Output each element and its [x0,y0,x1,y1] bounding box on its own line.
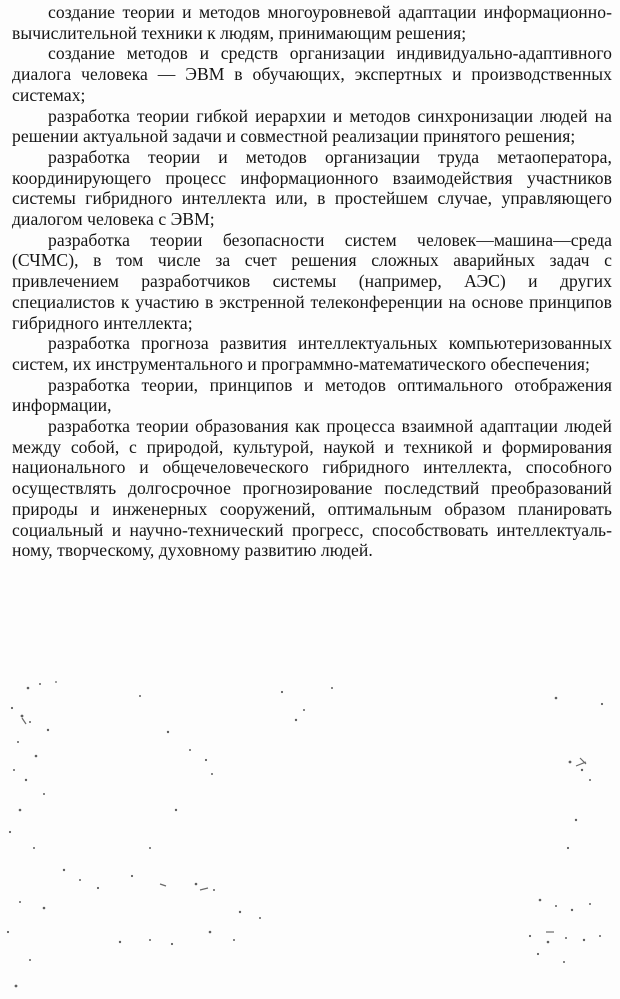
scan-bleed-through-noise [0,670,620,999]
body-text [12,2,612,561]
paragraph-5: разработка теории безопасности систем человек—машина—среда (СЧМС), в том числе за счет решения сложных аварийных задач с привлечением разработчиков системы (например, АЭС) и других специалистов к участию в экстренной телеконференции на основе принципов гибридного интеллекта; [12,229,612,333]
paragraph-8: разработка теории образования как процесса взаимной адаптации людей между собой, с природой, культурой, наукой и техникой и формирования национального и общечеловеческого гибридного интеллекта, способного осуществлять долгосрочное прогнозирование последствий преобразований природы и инженерных сооружений, оптимальным образом планировать социальный и научно-технический прогресс, способствовать интеллектуальному, творческому, духовному развитию людей. [12,416,612,561]
paragraph-1: создание теории и методов многоуровневой адаптации информационно-вычислительной техники к людям, принимающим решения; [12,2,612,43]
paragraph-6: разработка прогноза развития интеллектуальных компьютеризованных систем, их инструментального и программно-математического обеспечения; [12,333,612,374]
paragraph-4: разработка теории и методов организации труда метаоператора, координирующего процесс информационного взаимодействия участников системы гибридного интеллекта или, в простейшем случае, управляющего диалогом человека с ЭВМ; [12,146,612,230]
paragraph-2: создание методов и средств организации индивидуально-адаптивного диалога человека — ЭВМ в обучающих, экспертных и производственных системах; [12,43,612,105]
paragraph-3: разработка теории гибкой иерархии и методов синхронизации людей на решении актуальной задачи и совместной реализации принятого решения; [12,105,612,147]
paragraph-7: разработка теории, принципов и методов оптимального отображения информации, [12,374,612,416]
